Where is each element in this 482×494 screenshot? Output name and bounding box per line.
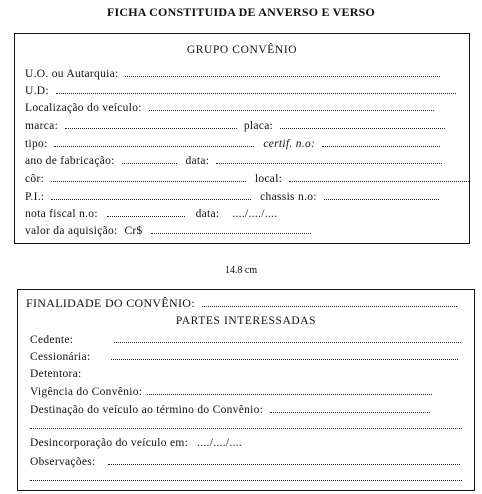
field-pi xyxy=(25,189,439,204)
field-observacoes-line2[interactable] xyxy=(30,470,462,481)
width-measure: 14.8 cm xyxy=(224,265,258,276)
field-currency: Cr$ xyxy=(124,225,143,237)
field-data2-blank[interactable]: ..../..../.... xyxy=(232,208,278,220)
field-cessionaria-line[interactable] xyxy=(111,349,458,360)
field-localizacao xyxy=(25,100,434,115)
field-ud-line[interactable] xyxy=(56,83,456,94)
field-cor-line[interactable] xyxy=(51,171,246,182)
field-marca-line[interactable] xyxy=(65,118,237,129)
field-observacoes-label: Observações: xyxy=(30,456,96,468)
field-certif-line[interactable] xyxy=(322,136,440,147)
field-finalidade-line[interactable] xyxy=(202,296,457,307)
field-ud-label: U.D: xyxy=(25,85,49,97)
field-tipo-label: tipo: xyxy=(25,138,48,150)
field-observacoes xyxy=(30,454,460,469)
form-title: FICHA CONSTITUIDA DE ANVERSO E VERSO xyxy=(106,5,376,19)
back-card xyxy=(17,289,475,491)
field-destinacao-line[interactable] xyxy=(270,402,430,413)
field-destinacao-cont xyxy=(30,418,462,433)
field-observacoes-cont xyxy=(30,470,462,485)
field-pi-label: P.I.: xyxy=(25,191,45,203)
field-valor-line[interactable] xyxy=(151,223,311,234)
field-local-label: local: xyxy=(254,173,283,185)
field-tipo xyxy=(25,136,440,151)
field-cessionaria xyxy=(30,349,458,364)
field-chassis-label: chassis n.o: xyxy=(260,191,317,203)
field-cessionaria-label: Cessionária: xyxy=(30,351,91,363)
field-uo-line[interactable] xyxy=(125,66,440,77)
field-pi-line[interactable] xyxy=(51,189,251,200)
field-valor xyxy=(25,223,311,238)
field-placa-line[interactable] xyxy=(280,118,445,129)
field-cor xyxy=(25,171,469,186)
field-destinacao-label: Destinação do veículo ao término do Convênio: xyxy=(30,404,264,416)
field-finalidade-label: FINALIDADE DO CONVÊNIO: xyxy=(26,296,195,310)
field-cedente-label: Cedente: xyxy=(30,334,74,346)
field-localizacao-label: Localização do veículo: xyxy=(25,102,142,114)
field-certif-label: certif. n.o: xyxy=(263,138,316,150)
front-heading: GRUPO CONVÊNIO xyxy=(186,44,298,56)
field-valor-label: valor da aquisição: xyxy=(25,225,118,237)
field-ano-line[interactable] xyxy=(122,153,177,164)
front-card xyxy=(14,33,470,244)
field-cor-label: côr: xyxy=(25,173,45,185)
field-ud xyxy=(25,83,456,98)
field-cedente-line[interactable] xyxy=(114,332,461,343)
field-data-line[interactable] xyxy=(216,153,442,164)
field-destinacao-line2[interactable] xyxy=(30,418,462,429)
field-detentora-label: Detentora: xyxy=(30,368,82,380)
field-desincorporacao-label: Desincorporação do veículo em: xyxy=(30,437,189,449)
field-marca xyxy=(25,118,445,133)
field-destinacao xyxy=(30,402,430,417)
field-localizacao-line[interactable] xyxy=(149,100,434,111)
field-desincorporacao xyxy=(30,436,242,450)
field-nota xyxy=(25,206,277,221)
field-detentora xyxy=(30,367,82,381)
field-vigencia-label: Vigência do Convênio: xyxy=(30,386,143,398)
field-desincorporacao-blank[interactable]: ..../..../.... xyxy=(197,437,243,449)
field-observacoes-line[interactable] xyxy=(108,454,460,465)
field-placa-label: placa: xyxy=(243,120,274,132)
field-nota-label: nota fiscal n.o: xyxy=(25,208,98,220)
field-chassis-line[interactable] xyxy=(324,189,439,200)
field-vigencia xyxy=(30,384,432,399)
field-cedente xyxy=(30,332,461,347)
field-vigencia-line[interactable] xyxy=(147,384,432,395)
field-nota-line[interactable] xyxy=(107,206,185,217)
field-tipo-line[interactable] xyxy=(54,136,254,147)
field-finalidade xyxy=(26,296,457,310)
field-uo xyxy=(25,66,440,81)
field-ano-label: ano de fabricação: xyxy=(25,155,115,167)
field-marca-label: marca: xyxy=(25,120,59,132)
field-data2-label: data: xyxy=(195,208,220,220)
field-local-line[interactable] xyxy=(289,171,469,182)
field-uo-label: U.O. ou Autarquia: xyxy=(25,68,119,80)
field-ano xyxy=(25,153,442,168)
field-data-label: data: xyxy=(185,155,210,167)
back-heading: PARTES INTERESSADAS xyxy=(175,315,317,327)
